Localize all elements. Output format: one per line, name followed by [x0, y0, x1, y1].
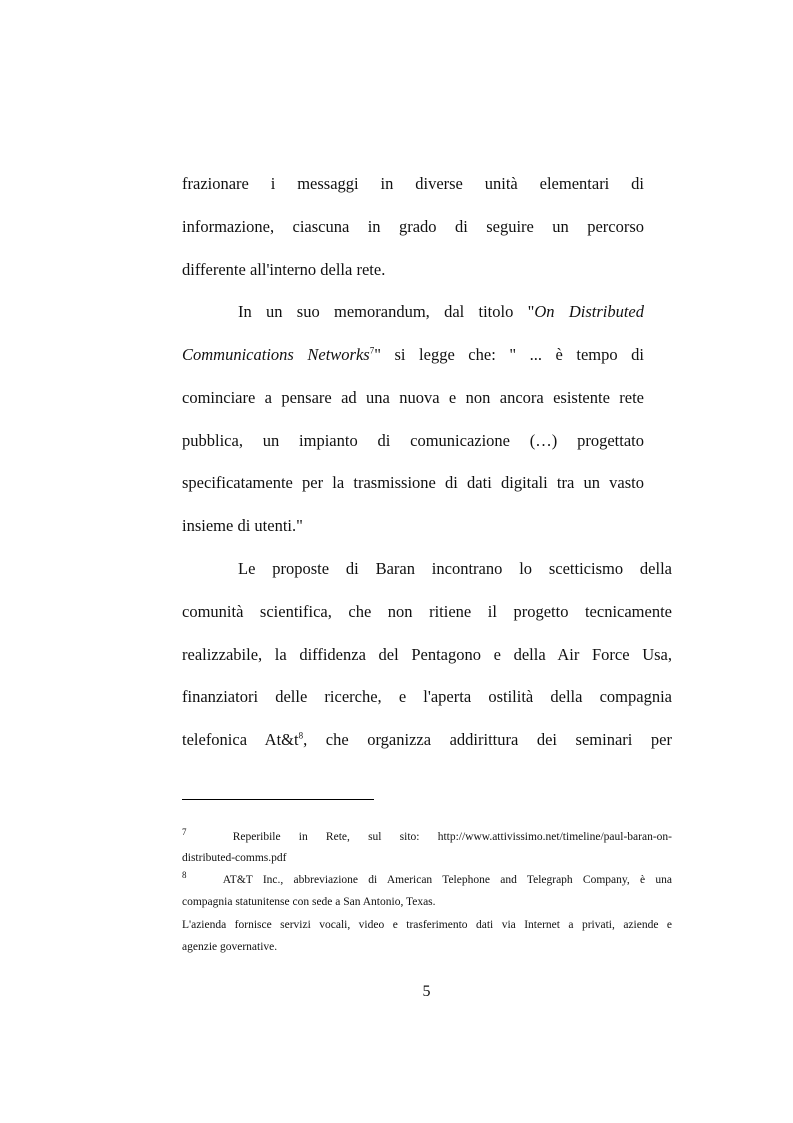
text-run: , che organizza addirittura dei seminari per [303, 730, 672, 749]
footnote-8-line [182, 872, 672, 888]
italic-title: Communications Networks [182, 345, 370, 364]
body-line: specificatamente per la trasmissione di dati digitali tra un vasto [182, 473, 644, 492]
text-run: telefonica At&t [182, 730, 299, 749]
footnote-mark-8: 8 [182, 870, 187, 881]
body-line: comunità scientifica, che non ritiene il progetto tecnicamente [182, 602, 672, 621]
footnote-text: AT&T Inc., abbreviazione di American Telephone and Telegraph Company, è una [222, 874, 672, 886]
footnote-separator [182, 799, 374, 800]
page-number: 5 [422, 983, 431, 1000]
footnote-7-line: distributed-comms.pdf [182, 852, 287, 864]
text-run: In un suo memorandum, dal titolo " [238, 302, 535, 321]
footnote-mark-7: 7 [182, 827, 187, 838]
footnote-ref-7[interactable]: 7 [369, 345, 375, 356]
body-line: differente all'interno della rete. [182, 260, 386, 279]
body-line: pubblica, un impianto di comunicazione (…) progettato [182, 431, 644, 450]
footnote-7-line [182, 829, 672, 845]
body-line: realizzabile, la diffidenza del Pentagono e della Air Force Usa, [182, 645, 672, 664]
body-line: frazionare i messaggi in diverse unità elementari di [182, 174, 644, 193]
footnote-8-line: agenzie governative. [182, 941, 278, 953]
italic-title: On Distributed [534, 302, 644, 321]
body-line: insieme di utenti." [182, 516, 303, 535]
body-line: finanziatori delle ricerche, e l'aperta ostilità della compagnia [182, 687, 672, 706]
footnote-text: Reperibile in Rete, sul sito: http://www.attivissimo.net/timeline/paul-baran-on- [232, 831, 673, 843]
body-line [182, 730, 672, 750]
body-line: cominciare a pensare ad una nuova e non ancora esistente rete [182, 388, 644, 407]
body-line: informazione, ciascuna in grado di seguire un percorso [182, 217, 644, 236]
body-line [238, 302, 644, 322]
footnote-8-line: L'azienda fornisce servizi vocali, video e trasferimento dati via Internet a privati, aziende e [182, 919, 672, 931]
text-run: " si legge che: " ... è tempo di [374, 345, 645, 364]
body-line [182, 345, 644, 365]
body-line: Le proposte di Baran incontrano lo scetticismo della [238, 559, 672, 578]
footnote-8-line: compagnia statunitense con sede a San Antonio, Texas. [182, 896, 436, 908]
footnote-ref-8[interactable]: 8 [298, 730, 304, 741]
